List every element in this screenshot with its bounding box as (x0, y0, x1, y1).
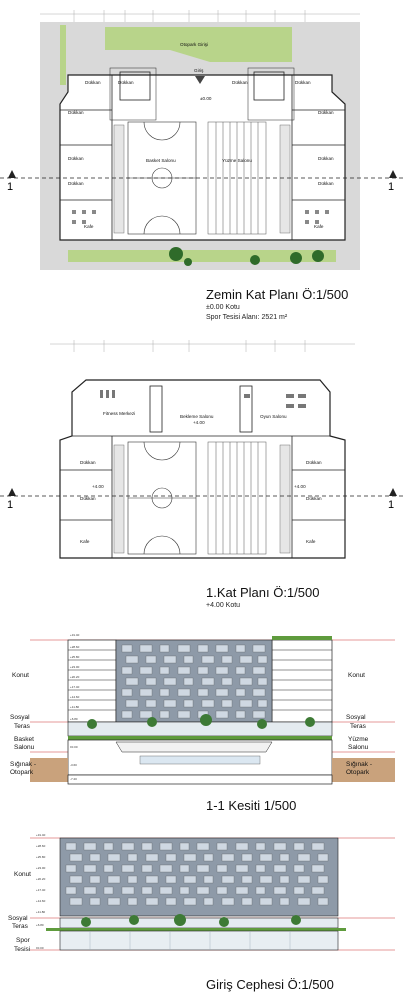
cafe-label: Kafe (314, 224, 324, 229)
cafe-label: Kafe (306, 539, 316, 544)
level-label: +4.00 (92, 484, 104, 489)
shelter-label: Sığınak - (346, 761, 373, 768)
section-title: 1-1 Kesiti 1/500 (206, 798, 297, 813)
waiting-hall-label: Bekleme Salonu (180, 414, 214, 419)
svg-text:+25.80: +25.80 (70, 655, 80, 659)
shop-label: Dükkan (68, 156, 84, 161)
residential-label: Konut (14, 871, 31, 878)
shop-label: Dükkan (68, 181, 84, 186)
parking-entrance-label: Otopark Girişi (180, 42, 209, 47)
fitness-label: Fitness Merkezi (103, 411, 136, 416)
svg-text:-3.60: -3.60 (70, 763, 77, 767)
waiting-level-label: +4.00 (193, 420, 205, 425)
parking-label: Otopark (10, 769, 34, 776)
basket-hall-label: Basket Salonu (146, 158, 176, 163)
svg-text:+6.80: +6.80 (36, 923, 44, 927)
section-axis-label: 1 (388, 181, 395, 193)
terrace-label: Teras (12, 923, 28, 930)
svg-text:+25.80: +25.80 (36, 855, 46, 859)
pool-hall-label: Yüzme Salonu (222, 158, 252, 163)
terrace-label: Teras (14, 723, 30, 730)
shop-label: Dükkan (318, 110, 334, 115)
sport-label: Spor (16, 937, 30, 944)
elevation-title: Giriş Cephesi Ö:1/500 (206, 977, 334, 992)
social-label: Sosyal (8, 915, 28, 922)
svg-text:+23.00: +23.00 (36, 866, 46, 870)
svg-text:+23.00: +23.00 (70, 665, 80, 669)
section-drawing (10, 633, 395, 784)
elevation-levels (36, 833, 46, 950)
facility-label: Tesisi (14, 946, 31, 953)
ground-plan-title: Zemin Kat Planı Ö:1/500 (206, 287, 349, 302)
svg-text:+14.60: +14.60 (36, 899, 46, 903)
shop-label: Dükkan (85, 80, 101, 85)
shop-label: Dükkan (318, 156, 334, 161)
svg-text:+20.20: +20.20 (36, 877, 46, 881)
first-plan-title: 1.Kat Planı Ö:1/500 (206, 585, 320, 600)
social-label: Sosyal (346, 714, 366, 721)
svg-text:±0.00: ±0.00 (36, 946, 44, 950)
shop-label: Dükkan (80, 496, 96, 501)
svg-text:+11.80: +11.80 (36, 910, 46, 914)
section-axis-label: 1 (7, 181, 14, 193)
ground-plan-level: ±0.00 Kotu (206, 304, 240, 311)
first-floor-plan (0, 340, 405, 558)
elevation-drawing (8, 833, 395, 953)
first-plan-level: +4.00 Kotu (206, 602, 241, 609)
section-axis-label: 1 (7, 499, 14, 511)
shop-label: Dükkan (318, 181, 334, 186)
shop-label: Dükkan (306, 460, 322, 465)
shop-label: Dükkan (306, 496, 322, 501)
terrace-label: Teras (350, 723, 366, 730)
hall-label: Salonu (14, 744, 35, 751)
section-axis-label: 1 (388, 499, 395, 511)
cafe-label: Kafe (80, 539, 90, 544)
svg-text:+31.40: +31.40 (36, 833, 46, 837)
ground-floor-plan (0, 10, 405, 270)
svg-text:+17.40: +17.40 (36, 888, 46, 892)
svg-text:±0.00: ±0.00 (70, 745, 78, 749)
hall-label: Salonu (348, 744, 369, 751)
game-hall-label: Oyun Salonu (260, 414, 287, 419)
svg-text:+20.20: +20.20 (70, 675, 80, 679)
pool-label: Yüzme (348, 736, 369, 743)
svg-text:+11.80: +11.80 (70, 705, 80, 709)
entrance-level-label: ±0.00 (200, 96, 212, 101)
shop-label: Dükkan (232, 80, 248, 85)
cafe-label: Kafe (84, 224, 94, 229)
ground-plan-area: Spor Tesisi Alanı: 2521 m² (206, 314, 288, 321)
entrance-label: Giriş (194, 68, 204, 73)
level-label: +4.00 (294, 484, 306, 489)
shop-label: Dükkan (68, 110, 84, 115)
residential-label: Konut (12, 672, 29, 679)
social-label: Sosyal (10, 714, 30, 721)
svg-text:+28.60: +28.60 (70, 645, 80, 649)
shop-label: Dükkan (295, 80, 311, 85)
parking-label: Otopark (346, 769, 370, 776)
shop-label: Dükkan (118, 80, 134, 85)
svg-text:-7.20: -7.20 (70, 777, 77, 781)
svg-text:+28.60: +28.60 (36, 844, 46, 848)
residential-label: Konut (348, 672, 365, 679)
svg-text:+31.40: +31.40 (70, 633, 80, 637)
basket-label: Basket (14, 736, 34, 743)
shop-label: Dükkan (80, 460, 96, 465)
svg-text:+17.40: +17.40 (70, 685, 80, 689)
svg-text:+6.80: +6.80 (70, 717, 78, 721)
svg-text:+14.60: +14.60 (70, 695, 80, 699)
shelter-label: Sığınak - (10, 761, 37, 768)
